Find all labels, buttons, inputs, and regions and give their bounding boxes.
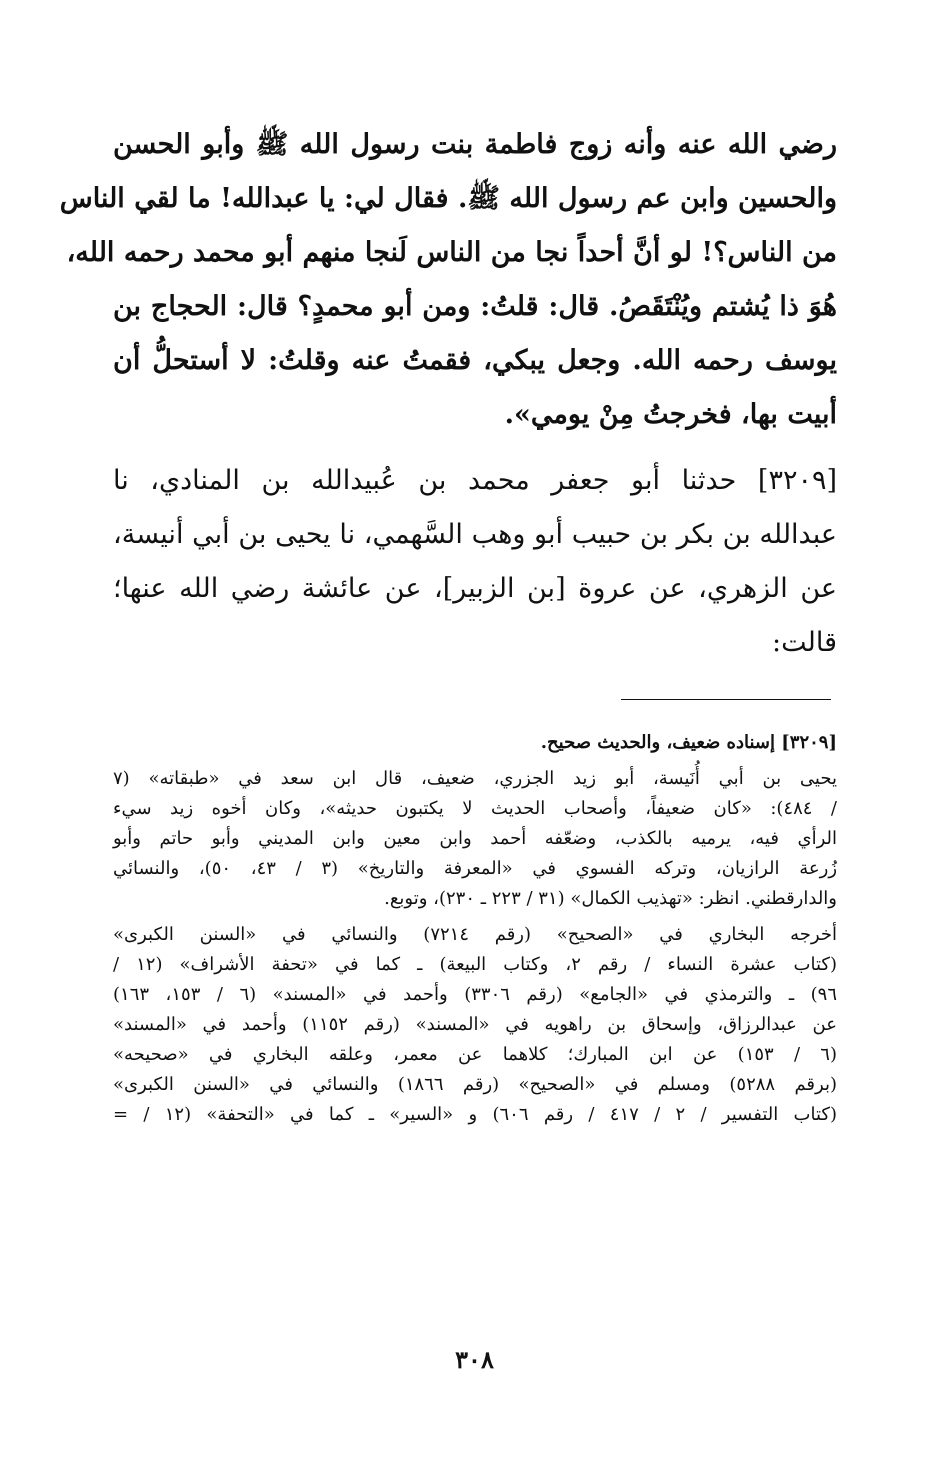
main-paragraph-1	[59, 118, 837, 442]
footnote-line: عن عبدالرزاق، وإسحاق بن راهويه في «المسند» (رقم ١١٥٢) وأحمد في «المسند»	[113, 1014, 838, 1035]
text-line: والحسين وابن عم رسول الله ﷺ. فقال لي: يا عبدالله! ما لقي الناس	[59, 183, 837, 214]
footnote-line: زُرعة الرازيان، وتركه الفسوي في «المعرفة والتاريخ» (٣ / ٤٣، ٥٠)، والنسائي	[113, 858, 838, 879]
text-line: رضي الله عنه وأنه زوج فاطمة بنت رسول الله ﷺ وأبو الحسن	[113, 129, 837, 160]
text-line: عن الزهري، عن عروة [بن الزبير]، عن عائشة رضي الله عنها؛	[113, 573, 837, 604]
footnote-line: / ٤٨٤): «كان ضعيفاً، وأصحاب الحديث لا يكتبون حديثه»، وكان أخوه زيد سيء	[113, 798, 837, 819]
footnote-line: ٩٦) ـ والترمذي في «الجامع» (رقم ٣٣٠٦) وأحمد في «المسند» (٦ / ١٥٣، ١٦٣)	[113, 984, 837, 1005]
footnote-separator	[621, 699, 831, 700]
footnote-line: الرأي فيه، يرميه بالكذب، وضعّفه أحمد وابن معين وابن المديني وأبو حاتم وأبو	[113, 828, 837, 849]
text-line: يوسف رحمه الله. وجعل يبكي، فقمتُ عنه وقلتُ: لا أستحلُّ أن	[113, 345, 837, 376]
text-line: من الناس؟! لو أنَّ أحداً نجا من الناس لَنجا منهم أبو محمد رحمه الله،	[66, 237, 837, 268]
footnote-paragraph-1	[113, 764, 837, 914]
main-paragraph-2	[113, 454, 837, 670]
page-number: ٣٠٨	[455, 1345, 494, 1374]
main-text	[59, 118, 837, 670]
footnote-line: (برقم ٥٢٨٨) ومسلم في «الصحيح» (رقم ١٨٦٦) والنسائي في «السنن الكبرى»	[113, 1074, 837, 1095]
footnote-line: أخرجه البخاري في «الصحيح» (رقم ٧٢١٤) والنسائي في «السنن الكبرى»	[113, 924, 837, 945]
text-line: عبدالله بن بكر بن حبيب أبو وهب السَّهمي، نا يحيى بن أبي أنيسة،	[113, 519, 837, 550]
text-line: هُوَ ذا يُشتم ويُنْتَقَصُ. قال: قلتُ: ومن أبو محمدٍ؟ قال: الحجاج بن	[113, 291, 837, 322]
footnote-line: (٦ / ١٥٣) عن ابن المبارك؛ كلاهما عن معمر، وعلقه البخاري في «صحيحه»	[113, 1044, 837, 1065]
footnote-line: (كتاب التفسير / ٢ / ٤١٧ / رقم ٦٠٦) و «السير» ـ كما في «التحفة» (١٢ / =	[113, 1104, 837, 1125]
footnote-line: (كتاب عشرة النساء / رقم ٢، وكتاب البيعة) ـ كما في «تحفة الأشراف» (١٢ /	[113, 954, 837, 975]
footnotes	[113, 728, 837, 1130]
text-line: قالت:	[772, 627, 837, 658]
footnote-heading: [٣٢٠٩] إسناده ضعيف، والحديث صحيح.	[540, 732, 837, 753]
footnote-line: يحيى بن أبي أُنَيسة، أبو زيد الجزري، ضعيف، قال ابن سعد في «طبقاته» (٧	[113, 768, 837, 789]
text-line: أبيت بها، فخرجتُ مِنْ يومي».	[504, 399, 837, 430]
paragraph-gap	[113, 442, 837, 454]
text-line: [٣٢٠٩] حدثنا أبو جعفر محمد بن عُبيدالله بن المنادي، نا	[113, 465, 837, 496]
footnote-paragraph-2	[113, 920, 837, 1130]
footnote-line: والدارقطني. انظر: «تهذيب الكمال» (٣١ / ٢٢٣ ـ ٢٣٠)، وتوبع.	[384, 888, 837, 909]
